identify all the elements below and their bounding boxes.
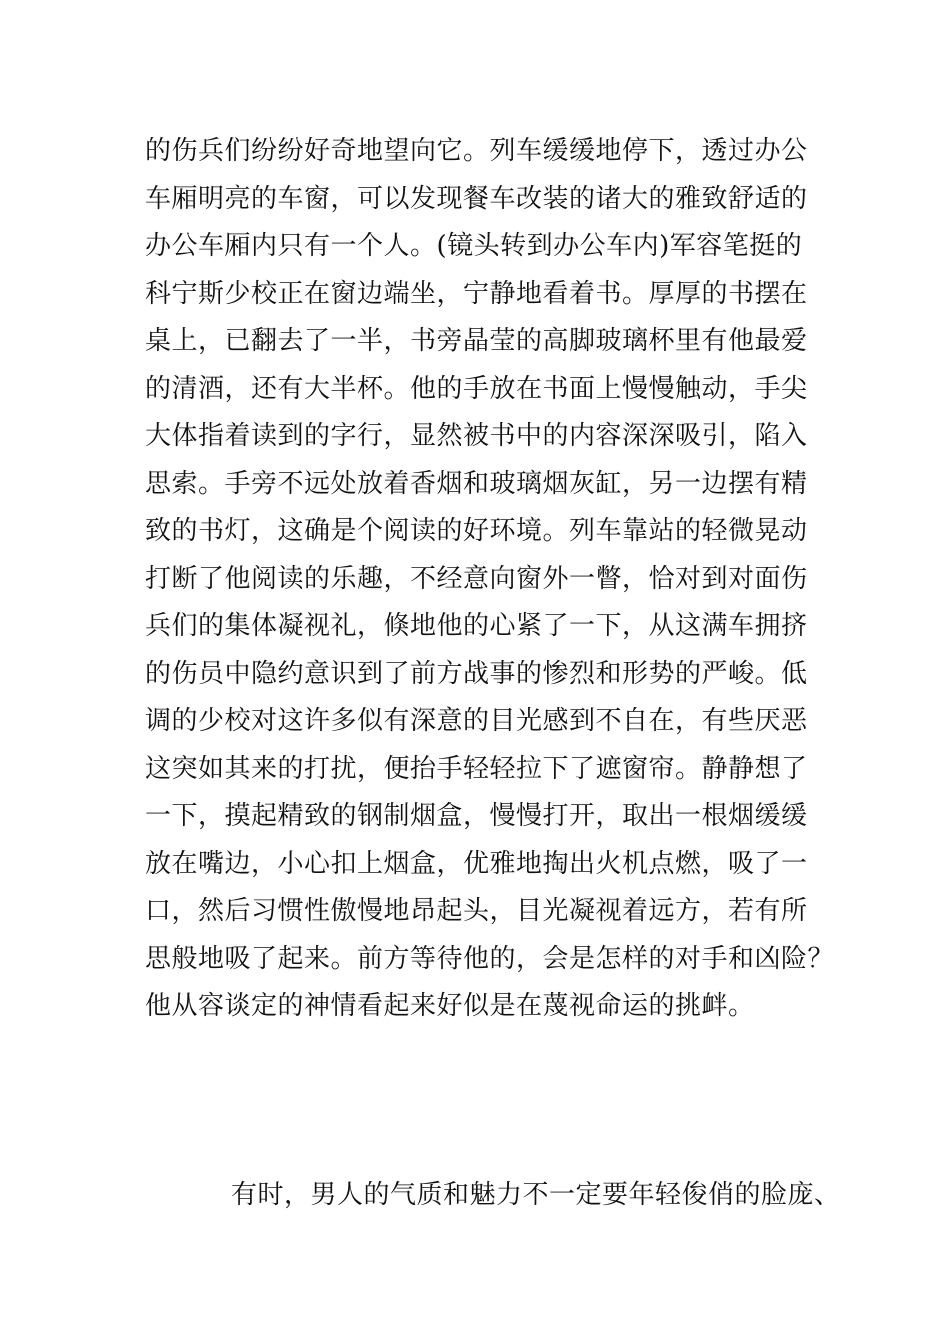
text-line: 科宁斯少校正在窗边端坐，宁静地看着书。厚厚的书摆在 — [145, 278, 808, 309]
text-line: 放在嘴边，小心扣上烟盒，优雅地掏出火机点燃，吸了一 — [145, 848, 808, 879]
text-line: 他从容谈定的神情看起来好似是在蔑视命运的挑衅。 — [145, 991, 755, 1021]
text-line: 的清酒，还有大半杯。他的手放在书面上慢慢触动，手尖 — [145, 373, 808, 404]
text-line: 车厢明亮的车窗，可以发现餐车改装的诸大的雅致舒适的 — [145, 183, 808, 214]
text-line: 的伤员中隐约意识到了前方战事的惨烈和形势的严峻。低 — [145, 658, 808, 689]
text-line: 一下，摸起精致的钢制烟盒，慢慢打开，取出一根烟缓缓 — [145, 801, 808, 831]
text-line: 思索。手旁不远处放着香烟和玻璃烟灰缸，另一边摆有精 — [145, 468, 808, 499]
text-line: 口，然后习惯性傲慢地昂起头，目光凝视着远方，若有所 — [145, 896, 808, 926]
text-line: 有时，男人的气质和魅力不一定要年轻俊俏的脸庞、 — [231, 1180, 841, 1210]
text-line: 兵们的集体凝视礼，倏地他的心紧了一下，从这满车拥挤 — [145, 611, 808, 641]
paragraph-1 — [145, 128, 835, 1031]
text-line: 大体指着读到的字行，显然被书中的内容深深吸引，陷入 — [145, 421, 808, 451]
text-line: 调的少校对这许多似有深意的目光感到不自在，有些厌恶 — [145, 706, 808, 736]
text-line: 打断了他阅读的乐趣，不经意向窗外一瞥，恰对到对面伤 — [145, 563, 808, 594]
text-line: 这突如其来的打扰，便抬手轻轻拉下了遮窗帘。静静想了 — [145, 753, 808, 784]
text-line: 办公车厢内只有一个人。(镜头转到办公车内)军容笔挺的 — [145, 231, 803, 261]
text-line: 致的书灯，这确是个阅读的好环境。列车靠站的轻微晃动 — [145, 516, 808, 546]
text-line: 桌上，已翻去了一半，书旁晶莹的高脚玻璃杯里有他最爱 — [145, 326, 808, 356]
text-line: 的伤兵们纷纷好奇地望向它。列车缓缓地停下，透过办公 — [145, 136, 808, 166]
text-line: 思般地吸了起来。前方等待他的，会是怎样的对手和凶险？ — [145, 943, 835, 974]
paragraph-2 — [145, 1172, 841, 1220]
